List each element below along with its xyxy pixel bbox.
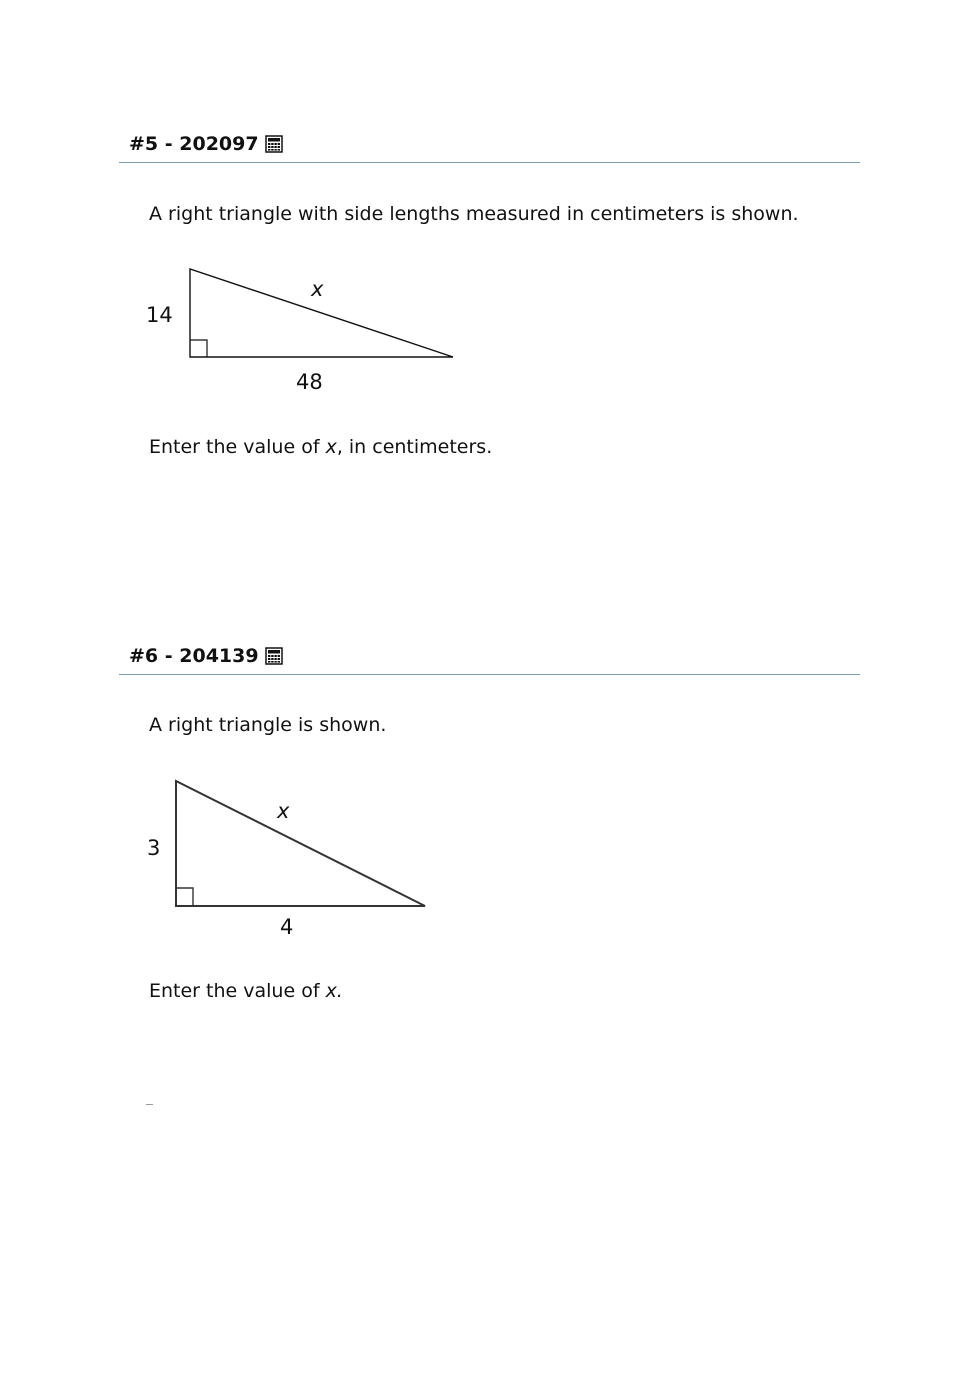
calculator-icon[interactable] (265, 135, 283, 159)
leg-vertical-label: 14 (146, 303, 173, 327)
question-5-instruction (149, 435, 492, 459)
question-5-prompt: A right triangle with side lengths measured in centimeters is shown. (149, 203, 799, 225)
triangle-shape (176, 781, 425, 906)
question-6-title-row (129, 644, 283, 671)
instruction-text: Enter the value of (149, 436, 326, 458)
leg-horizontal-label: 48 (296, 370, 323, 394)
leg-vertical-label: 3 (147, 836, 161, 860)
question-6-title: #6 - 204139 (129, 645, 259, 667)
question-6-header (119, 644, 860, 675)
instruction-variable: x (325, 436, 337, 458)
question-5-triangle-figure (130, 255, 470, 404)
question-6-triangle-figure (130, 768, 450, 947)
right-angle-marker (176, 888, 193, 906)
hypotenuse-label: x (311, 277, 324, 301)
instruction-suffix: , in centimeters. (336, 436, 493, 458)
right-angle-marker (190, 340, 207, 357)
instruction-variable: x. (325, 980, 343, 1002)
hypotenuse-label: x (277, 799, 290, 823)
instruction-text: Enter the value of (149, 980, 326, 1002)
question-6-instruction (149, 979, 343, 1003)
calculator-icon[interactable] (265, 647, 283, 671)
leg-horizontal-label: 4 (280, 915, 294, 939)
question-6-prompt: A right triangle is shown. (149, 714, 387, 736)
question-5-title-row (129, 132, 283, 159)
scan-artifact (146, 1104, 153, 1105)
question-5-title: #5 - 202097 (129, 133, 259, 155)
question-5-header (119, 132, 860, 163)
